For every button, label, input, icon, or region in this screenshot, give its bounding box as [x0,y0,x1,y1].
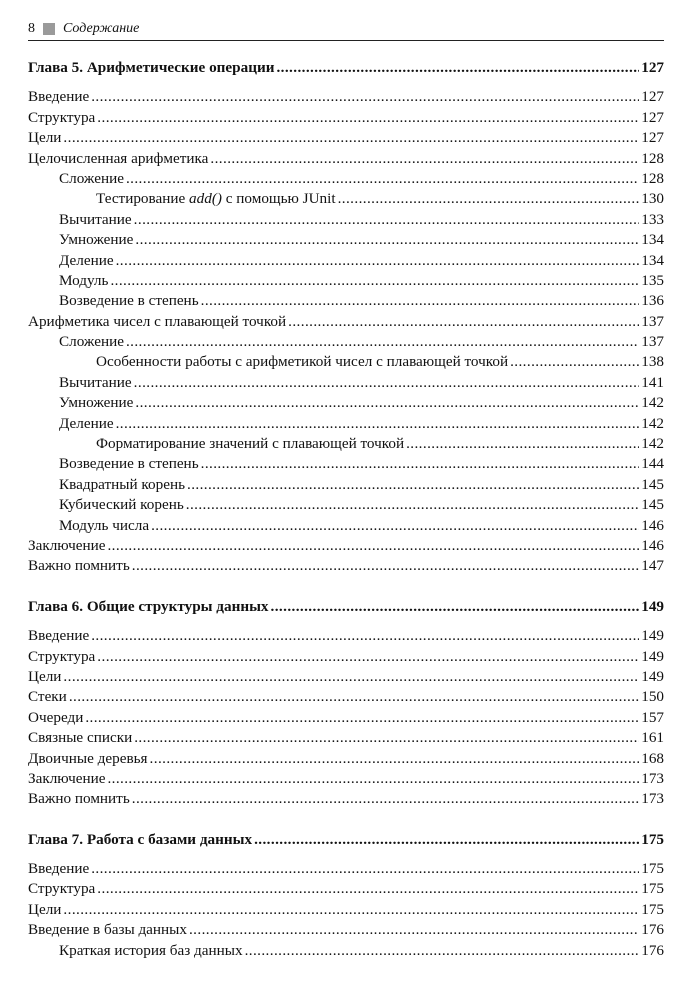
dot-leader [288,312,639,332]
toc-entry-label: Возведение в степень [59,292,199,310]
dot-leader [134,728,639,748]
toc-entry-page-number: 173 [641,790,664,808]
toc-entry [28,769,664,789]
method-name: add() [189,190,222,208]
toc-entry-label: Краткая история баз данных [59,941,243,959]
toc-entry [28,454,664,474]
toc-entry [28,475,664,495]
toc-entry-label: Кубический корень [59,496,184,514]
toc-entry [28,189,664,209]
dot-leader [63,128,639,148]
toc-entry-label: Вычитание [59,210,132,228]
toc-entry-page-number: 145 [641,475,664,493]
toc-entry-label: Сложение [59,333,124,351]
dot-leader [126,332,639,352]
toc-entry-page-number: 137 [641,333,664,351]
chapter-heading [28,597,664,617]
toc-entry-label: Цели [28,667,62,685]
toc-entry-label: Структура [28,647,96,665]
toc-entry [28,516,664,536]
square-marker-icon [43,23,55,35]
toc-entry [28,941,664,961]
dot-leader [116,414,640,434]
chapter-page-number: 149 [641,597,664,615]
toc-entry-label: Структура [28,880,96,898]
toc-entry-page-number: 134 [641,251,664,269]
toc-entry-label: Умножение [59,394,134,412]
chapter-heading [28,830,664,850]
toc-entry-page-number: 142 [641,435,664,453]
toc-entry [28,373,664,393]
dot-leader [69,687,639,707]
toc-entry-page-number: 142 [641,414,664,432]
dot-leader [107,769,639,789]
toc-entry-page-number: 135 [641,271,664,289]
toc-entry-page-number: 142 [641,394,664,412]
toc-entry-label: Цели [28,900,62,918]
dot-leader [110,271,639,291]
toc-entry-page-number: 146 [641,516,664,534]
dot-leader [245,941,640,961]
dot-leader [63,667,639,687]
toc-entry-page-number: 149 [641,647,664,665]
toc-entry-page-number: 134 [641,231,664,249]
toc-entry-page-number: 133 [641,210,664,228]
toc-entry-label: Форматирование значений с плавающей точкой [96,435,405,453]
toc-entry-label: Деление [59,251,114,269]
toc-entry-label: Сложение [59,169,124,187]
dot-leader [116,251,640,271]
chapter-section [28,58,664,577]
toc-entry [28,647,664,667]
toc-entry-page-number: 130 [641,190,664,208]
dot-leader [85,708,639,728]
toc-entry-page-number: 127 [641,108,664,126]
toc-entry-page-number: 127 [641,88,664,106]
page-number: 8 [28,21,35,36]
toc-entry-label: Умножение [59,231,134,249]
chapter-title: Глава 5. Арифметические операции [28,59,275,76]
toc-entry-label: Квадратный корень [59,475,185,493]
toc-entry-label: Двоичные деревья [28,749,148,767]
toc-entry-page-number: 175 [641,860,664,878]
chapter-section [28,830,664,961]
dot-leader [91,87,639,107]
toc-entry-page-number: 144 [641,455,664,473]
toc-entry-label: Деление [59,414,114,432]
toc-entry-page-number: 141 [641,373,664,391]
dot-leader [189,920,639,940]
dot-leader [150,749,640,769]
chapter-page-number: 175 [641,830,664,848]
dot-leader [107,536,639,556]
dot-leader [97,647,639,667]
toc-entry-page-number: 173 [641,769,664,787]
toc-entry-page-number: 146 [641,536,664,554]
toc-entry-label: Введение в базы данных [28,921,187,939]
dot-leader [126,169,639,189]
toc-entry-page-number: 137 [641,312,664,330]
table-of-contents [28,58,664,981]
toc-entry-page-number: 150 [641,688,664,706]
toc-entry-page-number: 161 [641,729,664,747]
toc-entry [28,128,664,148]
toc-entry-label-text: с помощью JUnit [221,190,336,208]
dot-leader [271,597,640,617]
dot-leader [276,58,639,78]
dot-leader [134,373,640,393]
dot-leader [97,879,639,899]
toc-entry-label-text: Тестирование [96,190,190,208]
toc-entry [28,667,664,687]
chapter-page-number: 127 [641,59,664,76]
toc-entry-label: Особенности работы с арифметикой чисел с плавающей точкой [96,353,509,371]
toc-entry-page-number: 149 [641,667,664,685]
toc-entry-label: Введение [28,860,90,878]
toc-entry [28,271,664,291]
toc-entry [28,556,664,576]
toc-entry-page-number: 128 [641,149,664,167]
toc-entry-label [96,189,336,209]
toc-entry-page-number: 176 [641,921,664,939]
toc-entry [28,210,664,230]
toc-entry [28,393,664,413]
dot-leader [151,516,639,536]
toc-entry [28,495,664,515]
chapter-section [28,597,664,810]
toc-entry [28,687,664,707]
running-title: Содержание [63,21,140,36]
toc-entry-page-number: 175 [641,880,664,898]
dot-leader [97,108,639,128]
dot-leader [201,454,640,474]
toc-entry-page-number: 157 [641,708,664,726]
toc-entry [28,312,664,332]
toc-entry [28,536,664,556]
dot-leader [186,495,639,515]
dot-leader [63,900,639,920]
toc-entry [28,708,664,728]
toc-entry [28,626,664,646]
dot-leader [132,789,639,809]
dot-leader [187,475,639,495]
toc-entry-label: Очереди [28,708,84,726]
toc-entry [28,728,664,748]
running-header [28,18,664,41]
toc-entry [28,332,664,352]
toc-entry-label: Важно помнить [28,557,130,575]
toc-entry [28,879,664,899]
toc-entry-label: Введение [28,88,90,106]
dot-leader [91,859,639,879]
toc-entry [28,434,664,454]
toc-entry-label: Введение [28,627,90,645]
toc-entry-page-number: 127 [641,129,664,147]
toc-entry [28,230,664,250]
toc-entry-label: Цели [28,129,62,147]
toc-entry-page-number: 138 [641,353,664,371]
toc-entry [28,789,664,809]
toc-entry-label: Целочисленная арифметика [28,149,209,167]
toc-entry-label: Структура [28,108,96,126]
toc-entry-label: Возведение в степень [59,455,199,473]
dot-leader [510,352,639,372]
toc-entry-page-number: 168 [641,749,664,767]
toc-entry [28,149,664,169]
toc-entry [28,251,664,271]
dot-leader [406,434,639,454]
dot-leader [135,230,639,250]
dot-leader [210,149,639,169]
dot-leader [132,556,639,576]
toc-entry-page-number: 145 [641,496,664,514]
dot-leader [201,291,640,311]
toc-entry-label: Модуль числа [59,516,150,534]
toc-entry [28,900,664,920]
toc-entry-label: Связные списки [28,729,133,747]
toc-entry-label: Стеки [28,688,67,706]
toc-entry-label: Заключение [28,769,106,787]
toc-entry [28,291,664,311]
toc-entry-page-number: 147 [641,557,664,575]
dot-leader [135,393,639,413]
chapter-title: Глава 6. Общие структуры данных [28,597,269,615]
toc-entry [28,749,664,769]
toc-entry-page-number: 128 [641,169,664,187]
toc-entry-page-number: 176 [641,941,664,959]
toc-entry [28,169,664,189]
dot-leader [338,189,640,209]
toc-entry-label: Модуль [59,271,109,289]
toc-entry-label: Заключение [28,536,106,554]
toc-entry-label: Вычитание [59,373,132,391]
toc-entry-page-number: 136 [641,292,664,310]
dot-leader [91,626,639,646]
toc-entry-label: Арифметика чисел с плавающей точкой [28,312,287,330]
toc-entry-page-number: 149 [641,627,664,645]
toc-entry [28,108,664,128]
toc-entry-label: Важно помнить [28,790,130,808]
toc-entry-page-number: 175 [641,900,664,918]
toc-entry [28,920,664,940]
dot-leader [254,830,639,850]
chapter-heading [28,58,664,78]
toc-entry [28,87,664,107]
toc-entry [28,352,664,372]
toc-entry [28,414,664,434]
toc-entry [28,859,664,879]
chapter-title: Глава 7. Работа с базами данных [28,830,253,848]
dot-leader [134,210,640,230]
